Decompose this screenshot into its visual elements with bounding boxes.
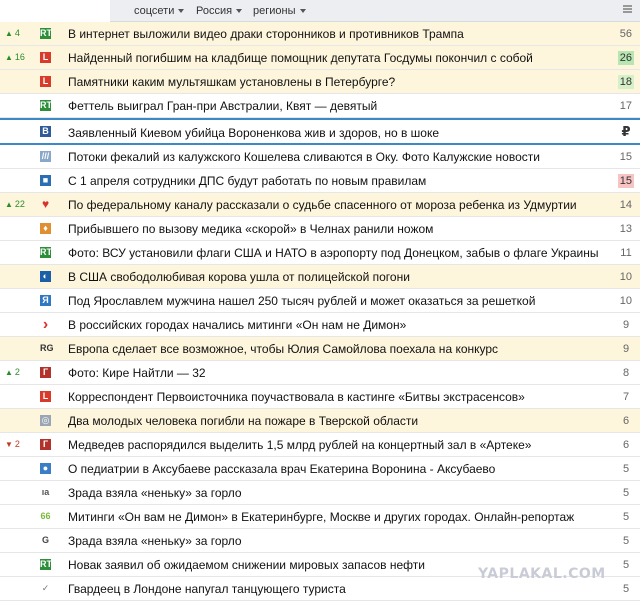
gazeta-g-logo-icon: G <box>41 535 49 545</box>
news-headline-link[interactable]: Новак заявил об ожидаемом снижении мировых запасов нефти <box>68 558 425 572</box>
source-count: 5 <box>622 487 630 499</box>
source-count: 6 <box>622 439 630 451</box>
news-headline-link[interactable]: Митинги «Он вам не Димон» в Екатеринбурге, Москве и других городах. Онлайн-репортаж <box>68 510 575 524</box>
source-count: 14 <box>619 199 632 211</box>
rank-delta: 16 <box>14 52 25 62</box>
watermark: YAPLAKAL.COM <box>478 566 606 582</box>
source-count: 8 <box>622 367 630 379</box>
news-headline-link[interactable]: Под Ярославлем мужчина нашел 250 тысяч рублей и может оказаться за решеткой <box>68 294 536 308</box>
rank-up-indicator <box>5 28 20 38</box>
news-headline-link[interactable]: Потоки фекалий из калужского Кошелева сливаются в Оку. Фото Калужские новости <box>68 150 540 164</box>
news-headline-link[interactable]: Зрада взяла «неньку» за горло <box>68 486 242 500</box>
aksubaevo-logo-icon: ● <box>40 463 51 474</box>
source-count: 5 <box>622 583 630 595</box>
news-headline-link[interactable]: В российских городах начались митинги «Он нам не Димон» <box>68 318 407 332</box>
chevron-down-icon <box>300 9 306 13</box>
settings-icon[interactable] <box>623 5 632 16</box>
top-bar <box>0 0 640 22</box>
news-headline-link[interactable]: Фото: ВСУ установили флаги США и НАТО в аэропорту под Донецком, забыв о флаге Украины <box>68 246 599 260</box>
source-count: 7 <box>622 391 630 403</box>
source-count: 9 <box>622 319 630 331</box>
news-headline-link[interactable]: Фото: Кире Найтли — 32 <box>68 366 206 380</box>
source-count: 5 <box>622 511 630 523</box>
rank-delta: 4 <box>14 28 20 38</box>
triangle-down-icon: ▼ <box>5 440 13 449</box>
rank-down-indicator <box>5 439 20 449</box>
news-logo-icon: ■ <box>40 175 51 186</box>
rank-up-indicator <box>5 52 25 62</box>
list-item[interactable] <box>0 433 640 457</box>
list-item[interactable] <box>0 169 640 193</box>
list-item[interactable] <box>0 409 640 433</box>
yaroslavl-logo-icon: Я <box>40 295 51 306</box>
news-headline-link[interactable]: О педиатрии в Аксубаеве рассказала врач Екатерина Воронина - Аксубаево <box>68 462 496 476</box>
list-item[interactable] <box>0 505 640 529</box>
news-headline-link[interactable]: Памятники каким мультяшкам установлены в Петербурге? <box>68 75 396 89</box>
globe-logo-icon: ◐ <box>40 271 51 282</box>
rt-logo-icon: RT <box>40 559 52 569</box>
rank-delta: 22 <box>14 199 25 209</box>
source-count: 5 <box>622 559 630 571</box>
rt-logo-icon: RT <box>40 28 52 38</box>
list-item[interactable] <box>0 337 640 361</box>
rank-delta: 2 <box>14 367 20 377</box>
list-item[interactable] <box>0 313 640 337</box>
check-logo-icon: ✓ <box>41 583 50 593</box>
source-count: 18 <box>619 76 632 88</box>
news-headline-link[interactable]: Два молодых человека погибли на пожаре в Тверской области <box>68 414 419 428</box>
lifenews-logo-icon: L <box>40 391 51 402</box>
list-item[interactable] <box>0 94 640 118</box>
rank-up-indicator <box>5 367 20 377</box>
list-item[interactable] <box>0 385 640 409</box>
news-headline-link[interactable]: В интернет выложили видео драки сторонников и противников Трампа <box>68 27 464 41</box>
arrow-logo-icon: › <box>42 316 49 333</box>
list-item[interactable] <box>0 145 640 169</box>
list-item[interactable] <box>0 481 640 505</box>
source-count: 17 <box>619 100 632 112</box>
chevron-down-icon <box>178 9 184 13</box>
source-count: 26 <box>619 52 632 64</box>
news-headline-link[interactable]: По федеральному каналу рассказали о судьбе спасенного от мороза ребенка из Удмуртии <box>68 198 577 212</box>
news-headline-link[interactable]: Прибывшего по вызову медика «скорой» в Челнах ранили ножом <box>68 222 434 236</box>
list-item[interactable] <box>0 217 640 241</box>
list-item[interactable] <box>0 361 640 385</box>
source-count: 5 <box>622 535 630 547</box>
gazeta-logo-icon: Г <box>40 367 51 378</box>
rg-logo-icon: RG <box>40 343 54 353</box>
news-headline-link[interactable]: Корреспондент Первоисточника поучаствовала в кастинге «Битвы экстрасенсов» <box>68 390 525 404</box>
news-headline-link[interactable]: Найденный погибшим на кладбище помощник депутата Госдумы покончил с собой <box>68 51 533 65</box>
chevron-down-icon <box>236 9 242 13</box>
list-item[interactable] <box>0 289 640 313</box>
source-count: 10 <box>619 295 632 307</box>
chelny-logo-icon: ♦ <box>40 223 51 234</box>
news-headline-link[interactable]: Медведев распорядился выделить 1,5 млрд рублей на концертный зал в «Артеке» <box>68 438 532 452</box>
list-item[interactable] <box>0 193 640 217</box>
heart-icon: ♥ <box>41 197 50 211</box>
lifenews-logo-icon: L <box>40 76 51 87</box>
66-logo-icon: 66 <box>40 511 51 521</box>
news-headline-link[interactable]: С 1 апреля сотрудники ДПС будут работать по новым правилам <box>68 174 427 188</box>
ria-logo-icon: ıа <box>41 487 50 497</box>
news-headline-link[interactable]: Европа сделает все возможное, чтобы Юлия Самойлова поехала на конкурс <box>68 342 499 356</box>
source-count: 15 <box>619 151 632 163</box>
triangle-up-icon: ▲ <box>5 200 13 209</box>
source-count: 13 <box>619 223 632 235</box>
vesti-logo-icon: B <box>40 126 51 137</box>
filter-tabs <box>110 0 640 22</box>
news-headline-link[interactable]: Заявленный Киевом убийца Вороненкова жив и здоров, но в шоке <box>68 126 440 140</box>
lifenews-logo-icon: L <box>40 52 51 63</box>
list-item[interactable] <box>0 118 640 145</box>
news-headline-link[interactable]: Зрада взяла «неньку» за горло <box>68 534 242 548</box>
list-item[interactable] <box>0 70 640 94</box>
source-count: 5 <box>622 463 630 475</box>
ruble-icon: ₽ <box>621 124 631 139</box>
kaluga-news-logo-icon: /// <box>41 151 50 161</box>
source-count: 9 <box>622 343 630 355</box>
tab-russia[interactable]: Россия <box>196 5 242 17</box>
news-headline-link[interactable]: В США свободолюбивая корова ушла от полицейской погони <box>68 270 410 284</box>
source-count: 56 <box>619 28 632 40</box>
gazeta-logo-icon: Г <box>40 439 51 450</box>
triangle-up-icon: ▲ <box>5 368 13 377</box>
list-item[interactable] <box>0 529 640 553</box>
rt-logo-icon: RT <box>40 247 52 257</box>
list-item[interactable] <box>0 265 640 289</box>
tver-logo-icon: ◎ <box>41 415 50 425</box>
triangle-up-icon: ▲ <box>5 53 13 62</box>
tab-socials[interactable]: соцсети <box>134 5 184 17</box>
triangle-up-icon: ▲ <box>5 29 13 38</box>
rt-logo-icon: RT <box>40 100 52 110</box>
news-headline-link[interactable]: Феттель выиграл Гран-при Австралии, Квят — девятый <box>68 99 378 113</box>
rank-delta: 2 <box>14 439 20 449</box>
source-count: 6 <box>622 415 630 427</box>
list-item[interactable] <box>0 22 640 46</box>
rank-up-indicator <box>5 199 25 209</box>
news-headline-link[interactable]: Гвардеец в Лондоне напугал танцующего туриста <box>68 582 346 596</box>
list-item[interactable] <box>0 241 640 265</box>
tab-regions[interactable]: регионы <box>253 5 306 17</box>
source-count: 15 <box>619 175 632 187</box>
list-item[interactable] <box>0 46 640 70</box>
list-item[interactable] <box>0 457 640 481</box>
source-count: 11 <box>620 247 632 259</box>
source-count: 10 <box>619 271 632 283</box>
